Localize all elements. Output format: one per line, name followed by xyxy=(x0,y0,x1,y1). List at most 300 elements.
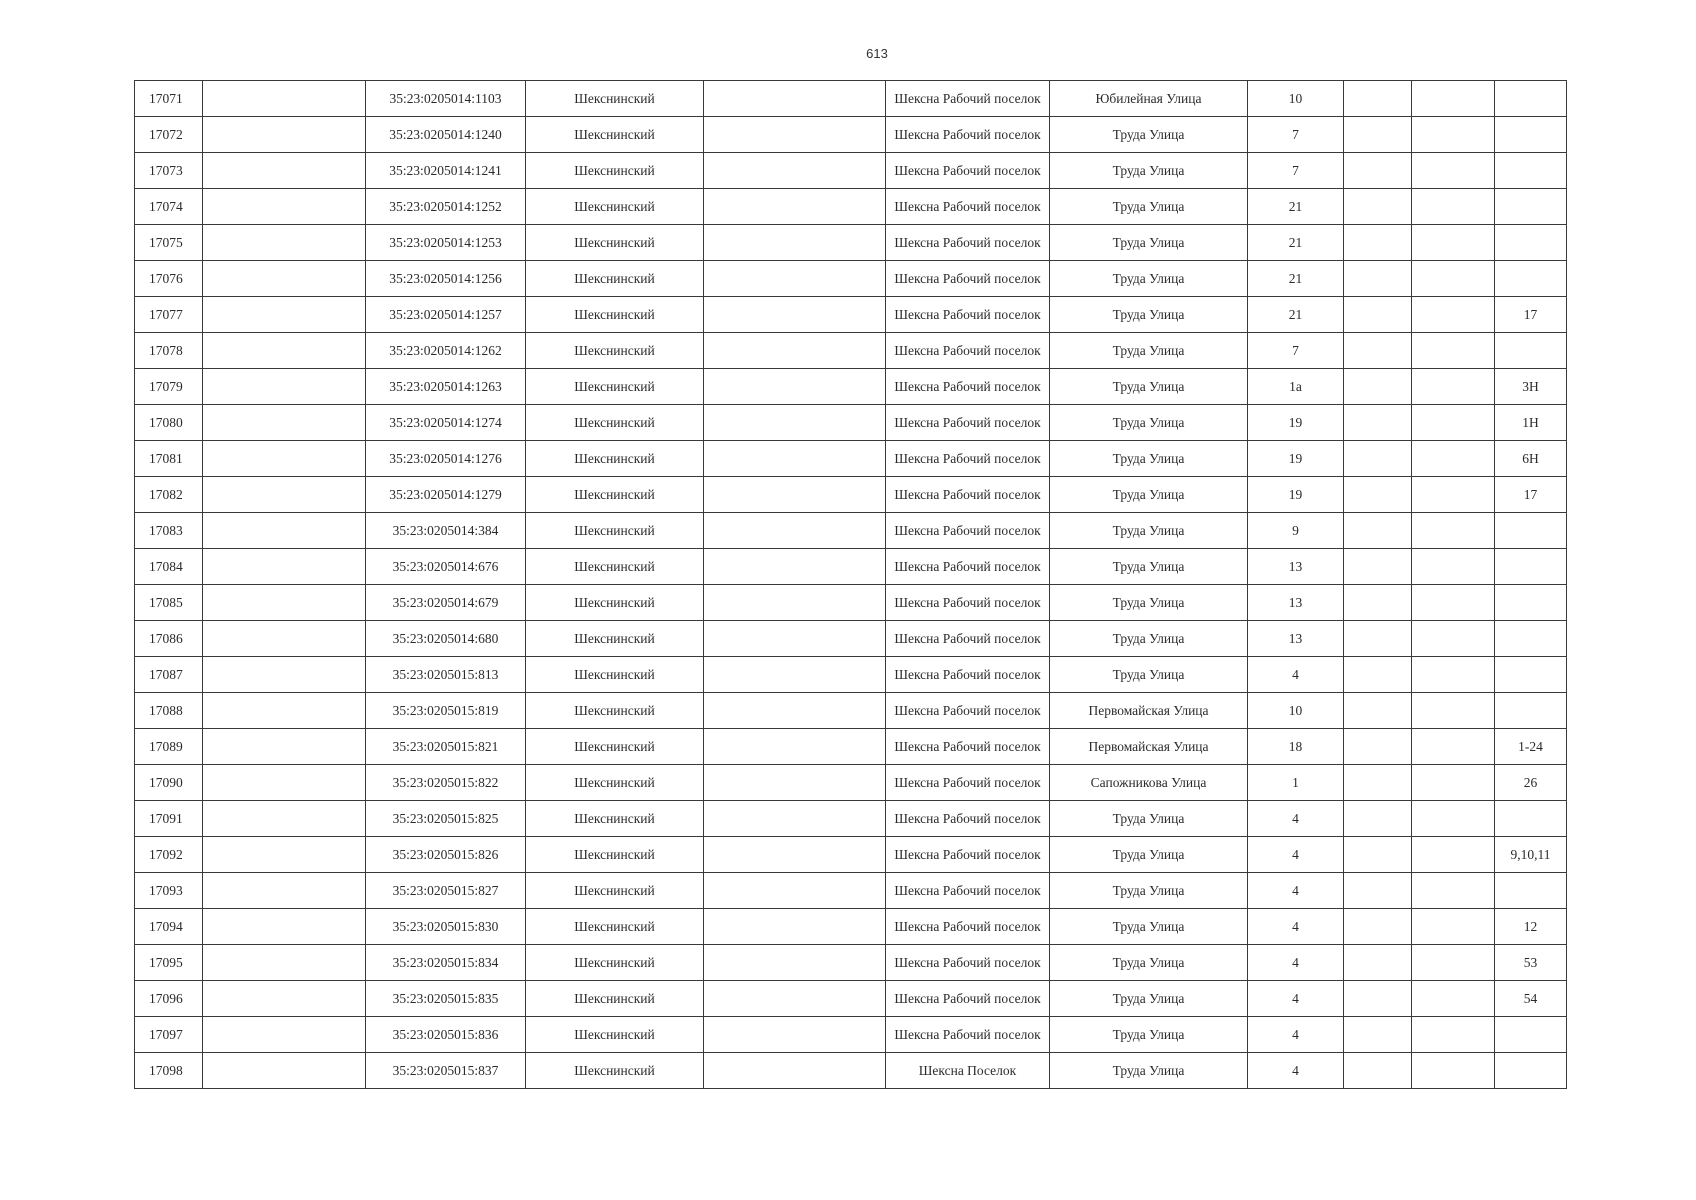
table-row xyxy=(135,945,1567,981)
district-cell: Шекснинский xyxy=(526,729,704,765)
street-cell: Труда Улица xyxy=(1050,297,1248,333)
table-row xyxy=(135,549,1567,585)
table-row xyxy=(135,477,1567,513)
settlement-cell: Шексна Рабочий поселок xyxy=(886,117,1050,153)
empty-cell xyxy=(1344,585,1412,621)
street-cell: Труда Улица xyxy=(1050,477,1248,513)
empty-cell xyxy=(203,225,366,261)
district-cell: Шекснинский xyxy=(526,153,704,189)
settlement-cell: Шексна Рабочий поселок xyxy=(886,477,1050,513)
empty-cell xyxy=(704,81,886,117)
district-cell: Шекснинский xyxy=(526,117,704,153)
table-row xyxy=(135,225,1567,261)
settlement-cell: Шексна Рабочий поселок xyxy=(886,729,1050,765)
empty-cell xyxy=(704,837,886,873)
empty-cell xyxy=(203,513,366,549)
district-cell: Шекснинский xyxy=(526,81,704,117)
street-cell: Первомайская Улица xyxy=(1050,693,1248,729)
empty-cell xyxy=(704,621,886,657)
record-number-cell: 17074 xyxy=(135,189,203,225)
settlement-cell: Шексна Рабочий поселок xyxy=(886,837,1050,873)
district-cell: Шекснинский xyxy=(526,549,704,585)
table-row xyxy=(135,153,1567,189)
empty-cell xyxy=(1344,261,1412,297)
settlement-cell: Шексна Рабочий поселок xyxy=(886,81,1050,117)
street-cell: Труда Улица xyxy=(1050,657,1248,693)
street-cell: Труда Улица xyxy=(1050,1053,1248,1089)
empty-cell xyxy=(704,477,886,513)
settlement-cell: Шексна Рабочий поселок xyxy=(886,225,1050,261)
settlement-cell: Шексна Рабочий поселок xyxy=(886,981,1050,1017)
empty-cell xyxy=(1412,729,1495,765)
empty-cell xyxy=(1344,981,1412,1017)
empty-cell xyxy=(704,153,886,189)
house-number-cell: 10 xyxy=(1248,693,1344,729)
empty-cell xyxy=(1412,225,1495,261)
empty-cell xyxy=(1412,945,1495,981)
house-number-cell: 13 xyxy=(1248,621,1344,657)
empty-cell xyxy=(704,333,886,369)
empty-cell xyxy=(1344,333,1412,369)
empty-cell xyxy=(704,909,886,945)
apartment-cell xyxy=(1495,1053,1567,1089)
district-cell: Шекснинский xyxy=(526,1053,704,1089)
apartment-cell xyxy=(1495,657,1567,693)
empty-cell xyxy=(1344,1053,1412,1089)
cadastral-number-cell: 35:23:0205014:1257 xyxy=(366,297,526,333)
empty-cell xyxy=(704,1017,886,1053)
record-number-cell: 17098 xyxy=(135,1053,203,1089)
empty-cell xyxy=(1344,477,1412,513)
cadastral-number-cell: 35:23:0205014:679 xyxy=(366,585,526,621)
empty-cell xyxy=(704,873,886,909)
empty-cell xyxy=(704,657,886,693)
apartment-cell: 3Н xyxy=(1495,369,1567,405)
empty-cell xyxy=(1344,513,1412,549)
settlement-cell: Шексна Рабочий поселок xyxy=(886,621,1050,657)
settlement-cell: Шексна Рабочий поселок xyxy=(886,657,1050,693)
empty-cell xyxy=(704,801,886,837)
record-number-cell: 17084 xyxy=(135,549,203,585)
apartment-cell xyxy=(1495,513,1567,549)
house-number-cell: 19 xyxy=(1248,477,1344,513)
settlement-cell: Шексна Поселок xyxy=(886,1053,1050,1089)
empty-cell xyxy=(203,945,366,981)
empty-cell xyxy=(1344,441,1412,477)
house-number-cell: 4 xyxy=(1248,657,1344,693)
house-number-cell: 4 xyxy=(1248,981,1344,1017)
record-number-cell: 17088 xyxy=(135,693,203,729)
street-cell: Труда Улица xyxy=(1050,585,1248,621)
empty-cell xyxy=(203,153,366,189)
record-number-cell: 17089 xyxy=(135,729,203,765)
street-cell: Труда Улица xyxy=(1050,513,1248,549)
empty-cell xyxy=(1412,153,1495,189)
street-cell: Труда Улица xyxy=(1050,909,1248,945)
house-number-cell: 4 xyxy=(1248,945,1344,981)
empty-cell xyxy=(203,693,366,729)
empty-cell xyxy=(1344,765,1412,801)
table-row xyxy=(135,909,1567,945)
apartment-cell: 17 xyxy=(1495,297,1567,333)
house-number-cell: 13 xyxy=(1248,585,1344,621)
empty-cell xyxy=(704,261,886,297)
empty-cell xyxy=(203,477,366,513)
street-cell: Юбилейная Улица xyxy=(1050,81,1248,117)
cadastral-number-cell: 35:23:0205014:676 xyxy=(366,549,526,585)
street-cell: Труда Улица xyxy=(1050,189,1248,225)
house-number-cell: 4 xyxy=(1248,1053,1344,1089)
district-cell: Шекснинский xyxy=(526,873,704,909)
settlement-cell: Шексна Рабочий поселок xyxy=(886,1017,1050,1053)
district-cell: Шекснинский xyxy=(526,621,704,657)
record-number-cell: 17092 xyxy=(135,837,203,873)
house-number-cell: 21 xyxy=(1248,189,1344,225)
empty-cell xyxy=(1344,621,1412,657)
empty-cell xyxy=(1412,405,1495,441)
settlement-cell: Шексна Рабочий поселок xyxy=(886,297,1050,333)
street-cell: Труда Улица xyxy=(1050,405,1248,441)
apartment-cell xyxy=(1495,873,1567,909)
apartment-cell xyxy=(1495,585,1567,621)
empty-cell xyxy=(704,549,886,585)
empty-cell xyxy=(1344,81,1412,117)
apartment-cell: 1-24 xyxy=(1495,729,1567,765)
table-row xyxy=(135,513,1567,549)
empty-cell xyxy=(1344,1017,1412,1053)
cadastral-number-cell: 35:23:0205015:821 xyxy=(366,729,526,765)
cadastral-number-cell: 35:23:0205015:813 xyxy=(366,657,526,693)
empty-cell xyxy=(704,693,886,729)
cadastral-number-cell: 35:23:0205014:1262 xyxy=(366,333,526,369)
empty-cell xyxy=(203,909,366,945)
empty-cell xyxy=(1412,441,1495,477)
empty-cell xyxy=(1344,909,1412,945)
empty-cell xyxy=(1344,225,1412,261)
cadastral-number-cell: 35:23:0205014:1252 xyxy=(366,189,526,225)
empty-cell xyxy=(1344,369,1412,405)
street-cell: Труда Улица xyxy=(1050,1017,1248,1053)
cadastral-number-cell: 35:23:0205015:836 xyxy=(366,1017,526,1053)
empty-cell xyxy=(704,297,886,333)
empty-cell xyxy=(1344,873,1412,909)
empty-cell xyxy=(203,621,366,657)
empty-cell xyxy=(203,261,366,297)
cadastral-number-cell: 35:23:0205015:819 xyxy=(366,693,526,729)
cadastral-number-cell: 35:23:0205014:1103 xyxy=(366,81,526,117)
empty-cell xyxy=(1344,117,1412,153)
record-number-cell: 17073 xyxy=(135,153,203,189)
empty-cell xyxy=(1344,729,1412,765)
empty-cell xyxy=(704,225,886,261)
record-number-cell: 17091 xyxy=(135,801,203,837)
table-row xyxy=(135,837,1567,873)
empty-cell xyxy=(203,81,366,117)
record-number-cell: 17080 xyxy=(135,405,203,441)
settlement-cell: Шексна Рабочий поселок xyxy=(886,441,1050,477)
record-number-cell: 17096 xyxy=(135,981,203,1017)
apartment-cell xyxy=(1495,261,1567,297)
empty-cell xyxy=(704,513,886,549)
empty-cell xyxy=(1344,153,1412,189)
empty-cell xyxy=(203,729,366,765)
empty-cell xyxy=(203,1017,366,1053)
table-row xyxy=(135,441,1567,477)
apartment-cell xyxy=(1495,693,1567,729)
record-number-cell: 17072 xyxy=(135,117,203,153)
settlement-cell: Шексна Рабочий поселок xyxy=(886,369,1050,405)
street-cell: Труда Улица xyxy=(1050,945,1248,981)
empty-cell xyxy=(1344,693,1412,729)
cadastral-number-cell: 35:23:0205015:835 xyxy=(366,981,526,1017)
table-row xyxy=(135,405,1567,441)
apartment-cell: 1Н xyxy=(1495,405,1567,441)
apartment-cell: 53 xyxy=(1495,945,1567,981)
cadastral-number-cell: 35:23:0205014:1241 xyxy=(366,153,526,189)
cadastral-number-cell: 35:23:0205014:1279 xyxy=(366,477,526,513)
record-number-cell: 17094 xyxy=(135,909,203,945)
empty-cell xyxy=(1412,801,1495,837)
district-cell: Шекснинский xyxy=(526,801,704,837)
apartment-cell xyxy=(1495,189,1567,225)
settlement-cell: Шексна Рабочий поселок xyxy=(886,405,1050,441)
empty-cell xyxy=(704,405,886,441)
empty-cell xyxy=(1412,693,1495,729)
street-cell: Труда Улица xyxy=(1050,801,1248,837)
cadastral-number-cell: 35:23:0205014:1274 xyxy=(366,405,526,441)
record-number-cell: 17076 xyxy=(135,261,203,297)
table-row xyxy=(135,621,1567,657)
cadastral-number-cell: 35:23:0205015:837 xyxy=(366,1053,526,1089)
district-cell: Шекснинский xyxy=(526,333,704,369)
district-cell: Шекснинский xyxy=(526,405,704,441)
settlement-cell: Шексна Рабочий поселок xyxy=(886,513,1050,549)
empty-cell xyxy=(203,873,366,909)
street-cell: Труда Улица xyxy=(1050,369,1248,405)
empty-cell xyxy=(704,369,886,405)
house-number-cell: 18 xyxy=(1248,729,1344,765)
empty-cell xyxy=(203,117,366,153)
empty-cell xyxy=(203,585,366,621)
district-cell: Шекснинский xyxy=(526,261,704,297)
house-number-cell: 21 xyxy=(1248,261,1344,297)
apartment-cell xyxy=(1495,549,1567,585)
apartment-cell xyxy=(1495,153,1567,189)
empty-cell xyxy=(203,1053,366,1089)
apartment-cell: 12 xyxy=(1495,909,1567,945)
street-cell: Труда Улица xyxy=(1050,837,1248,873)
house-number-cell: 19 xyxy=(1248,405,1344,441)
settlement-cell: Шексна Рабочий поселок xyxy=(886,765,1050,801)
house-number-cell: 4 xyxy=(1248,837,1344,873)
cadastral-number-cell: 35:23:0205014:384 xyxy=(366,513,526,549)
empty-cell xyxy=(1412,837,1495,873)
house-number-cell: 1а xyxy=(1248,369,1344,405)
empty-cell xyxy=(203,369,366,405)
district-cell: Шекснинский xyxy=(526,477,704,513)
district-cell: Шекснинский xyxy=(526,765,704,801)
settlement-cell: Шексна Рабочий поселок xyxy=(886,333,1050,369)
apartment-cell xyxy=(1495,225,1567,261)
house-number-cell: 9 xyxy=(1248,513,1344,549)
street-cell: Труда Улица xyxy=(1050,261,1248,297)
empty-cell xyxy=(704,765,886,801)
apartment-cell: 17 xyxy=(1495,477,1567,513)
house-number-cell: 7 xyxy=(1248,153,1344,189)
settlement-cell: Шексна Рабочий поселок xyxy=(886,801,1050,837)
empty-cell xyxy=(1344,657,1412,693)
empty-cell xyxy=(1412,369,1495,405)
record-number-cell: 17075 xyxy=(135,225,203,261)
empty-cell xyxy=(1344,837,1412,873)
empty-cell xyxy=(203,837,366,873)
district-cell: Шекснинский xyxy=(526,441,704,477)
table-row xyxy=(135,261,1567,297)
table-row xyxy=(135,117,1567,153)
street-cell: Труда Улица xyxy=(1050,333,1248,369)
apartment-cell xyxy=(1495,333,1567,369)
record-number-cell: 17086 xyxy=(135,621,203,657)
street-cell: Труда Улица xyxy=(1050,621,1248,657)
house-number-cell: 4 xyxy=(1248,909,1344,945)
district-cell: Шекснинский xyxy=(526,1017,704,1053)
record-number-cell: 17095 xyxy=(135,945,203,981)
house-number-cell: 21 xyxy=(1248,225,1344,261)
settlement-cell: Шексна Рабочий поселок xyxy=(886,873,1050,909)
house-number-cell: 1 xyxy=(1248,765,1344,801)
empty-cell xyxy=(1412,621,1495,657)
empty-cell xyxy=(704,585,886,621)
cadastral-number-cell: 35:23:0205015:822 xyxy=(366,765,526,801)
empty-cell xyxy=(203,765,366,801)
empty-cell xyxy=(1412,765,1495,801)
record-number-cell: 17085 xyxy=(135,585,203,621)
table-row xyxy=(135,801,1567,837)
table-row xyxy=(135,693,1567,729)
record-number-cell: 17079 xyxy=(135,369,203,405)
empty-cell xyxy=(1412,1017,1495,1053)
street-cell: Труда Улица xyxy=(1050,225,1248,261)
record-number-cell: 17083 xyxy=(135,513,203,549)
cadastral-number-cell: 35:23:0205015:830 xyxy=(366,909,526,945)
house-number-cell: 7 xyxy=(1248,333,1344,369)
empty-cell xyxy=(1344,549,1412,585)
table-row xyxy=(135,1053,1567,1089)
empty-cell xyxy=(203,981,366,1017)
district-cell: Шекснинский xyxy=(526,909,704,945)
district-cell: Шекснинский xyxy=(526,837,704,873)
empty-cell xyxy=(704,729,886,765)
empty-cell xyxy=(1412,297,1495,333)
register-table xyxy=(134,80,1567,1089)
empty-cell xyxy=(1412,873,1495,909)
settlement-cell: Шексна Рабочий поселок xyxy=(886,693,1050,729)
page-number: 613 xyxy=(866,46,888,61)
apartment-cell: 6Н xyxy=(1495,441,1567,477)
empty-cell xyxy=(1344,801,1412,837)
street-cell: Труда Улица xyxy=(1050,153,1248,189)
district-cell: Шекснинский xyxy=(526,189,704,225)
table-row xyxy=(135,729,1567,765)
empty-cell xyxy=(704,441,886,477)
empty-cell xyxy=(1412,189,1495,225)
house-number-cell: 4 xyxy=(1248,873,1344,909)
cadastral-number-cell: 35:23:0205014:1256 xyxy=(366,261,526,297)
street-cell: Первомайская Улица xyxy=(1050,729,1248,765)
district-cell: Шекснинский xyxy=(526,369,704,405)
district-cell: Шекснинский xyxy=(526,297,704,333)
settlement-cell: Шексна Рабочий поселок xyxy=(886,549,1050,585)
empty-cell xyxy=(704,117,886,153)
street-cell: Труда Улица xyxy=(1050,441,1248,477)
house-number-cell: 7 xyxy=(1248,117,1344,153)
empty-cell xyxy=(203,297,366,333)
house-number-cell: 10 xyxy=(1248,81,1344,117)
house-number-cell: 4 xyxy=(1248,801,1344,837)
street-cell: Труда Улица xyxy=(1050,117,1248,153)
record-number-cell: 17090 xyxy=(135,765,203,801)
empty-cell xyxy=(203,189,366,225)
empty-cell xyxy=(704,981,886,1017)
apartment-cell xyxy=(1495,81,1567,117)
record-number-cell: 17071 xyxy=(135,81,203,117)
empty-cell xyxy=(1344,189,1412,225)
cadastral-number-cell: 35:23:0205015:827 xyxy=(366,873,526,909)
house-number-cell: 19 xyxy=(1248,441,1344,477)
apartment-cell: 26 xyxy=(1495,765,1567,801)
table-row xyxy=(135,369,1567,405)
empty-cell xyxy=(1344,945,1412,981)
empty-cell xyxy=(203,333,366,369)
table-row xyxy=(135,981,1567,1017)
empty-cell xyxy=(704,189,886,225)
street-cell: Труда Улица xyxy=(1050,549,1248,585)
table-row xyxy=(135,585,1567,621)
apartment-cell xyxy=(1495,117,1567,153)
record-number-cell: 17078 xyxy=(135,333,203,369)
record-number-cell: 17082 xyxy=(135,477,203,513)
house-number-cell: 13 xyxy=(1248,549,1344,585)
table-row xyxy=(135,81,1567,117)
record-number-cell: 17097 xyxy=(135,1017,203,1053)
cadastral-number-cell: 35:23:0205014:1240 xyxy=(366,117,526,153)
record-number-cell: 17081 xyxy=(135,441,203,477)
apartment-cell xyxy=(1495,1017,1567,1053)
table-row xyxy=(135,189,1567,225)
table-row xyxy=(135,765,1567,801)
empty-cell xyxy=(1412,1053,1495,1089)
cadastral-number-cell: 35:23:0205014:1263 xyxy=(366,369,526,405)
empty-cell xyxy=(1412,333,1495,369)
street-cell: Сапожникова Улица xyxy=(1050,765,1248,801)
street-cell: Труда Улица xyxy=(1050,981,1248,1017)
empty-cell xyxy=(1412,657,1495,693)
empty-cell xyxy=(1412,261,1495,297)
empty-cell xyxy=(1344,405,1412,441)
district-cell: Шекснинский xyxy=(526,585,704,621)
empty-cell xyxy=(1412,909,1495,945)
district-cell: Шекснинский xyxy=(526,981,704,1017)
table-body xyxy=(135,81,1567,1089)
district-cell: Шекснинский xyxy=(526,693,704,729)
empty-cell xyxy=(1412,585,1495,621)
district-cell: Шекснинский xyxy=(526,657,704,693)
settlement-cell: Шексна Рабочий поселок xyxy=(886,153,1050,189)
empty-cell xyxy=(1412,117,1495,153)
empty-cell xyxy=(203,549,366,585)
empty-cell xyxy=(1412,981,1495,1017)
table-row xyxy=(135,297,1567,333)
